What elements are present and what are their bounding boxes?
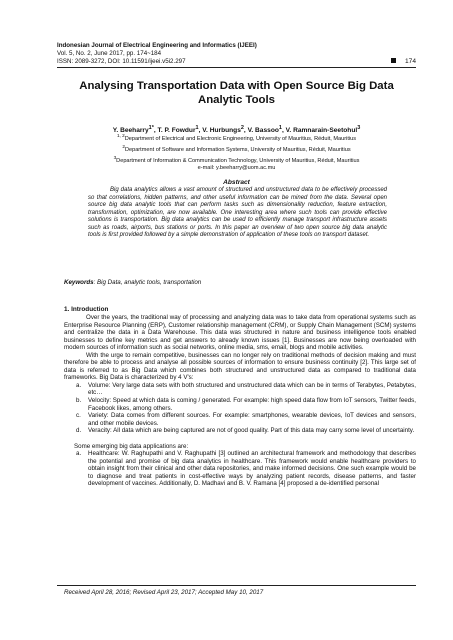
paper-title: Analysing Transportation Data with Open Source Big Data Analytic Tools (79, 80, 394, 106)
square-bullet-icon (391, 58, 396, 63)
received-dates: Received April 28, 2016; Revised April 23, 2017; Accepted May 10, 2017 (64, 589, 264, 596)
list-text: Variety: Data comes from different sources. For example: smartphones, wearable devices, IoT devices and sensors, and other mobile devices. (88, 412, 416, 427)
list-text: Veracity: All data which are being captured are not of good quality. Part of this data may carry some level of uncertainty. (88, 427, 415, 435)
body-text (64, 306, 416, 488)
affiliation-superscript: 3 (113, 154, 117, 160)
footer-divider (57, 585, 416, 586)
abstract-heading: Abstract (223, 179, 250, 186)
author-name: V. Ramnarain-Seetohul (285, 127, 358, 135)
list-text: Velocity: Speed at which data is coming / generated. For example: high speed data flow from IoT sensors, Twitter feeds, Facebook likes, among others. (88, 397, 416, 412)
affiliation-text: Department of Electrical and Electronic Engineering, University of Mauritius, Réduit, Mauritius (124, 135, 357, 142)
author-superscript: 1 (195, 125, 199, 131)
affiliation-text: Department of Information & Communication Technology, University of Mauritius, Réduit, Mauritius (116, 157, 360, 164)
affiliation-superscript: 2 (122, 143, 125, 149)
list-item (64, 450, 416, 488)
author-name: V. Hurbungs (202, 127, 241, 135)
page-number-value: 174 (404, 58, 416, 65)
author-superscript: 3 (357, 125, 361, 131)
journal-issn: ISSN: 2089-3272, DOI: 10.11591/ijeei.v5i2.297 (57, 58, 186, 65)
list-label: a. (76, 450, 82, 458)
applications-list (64, 450, 416, 488)
author-name: T. P. Fowdur (157, 127, 196, 135)
list-label: b. (76, 397, 82, 405)
paragraph: Over the years, the traditional way of processing and analyzing data was to take data from operational systems such as Enterprise Resource Planning (ERP), Customer relationship management (CRM), or Supply Chain Management (SCM) systems and centralize the data in a Data Warehouse. This data was structured in nature and business intelligence tools enabled businesses to define key metrics and get answers to already known issues [1]. Businesses are now being overloaded with modern sources of information such as social networks, online media, sms, email, blogs and mobile activities. (64, 314, 416, 352)
list-label: c. (76, 412, 81, 420)
abstract-text: Big data analytics allows a vast amount of structured and unstructured data to be effectively processed so that correlations, hidden patterns, and other useful information can be mined from the data. Several open source big data analytic tools that can perform tasks such as dimensionality reduction, feature extraction, transformation, optimization, are now available. One interesting area where such tools can provide effective solutions is transportation. Big data analytics can be used to efficiently manage transport infrastructure assets such as roads, airports, bus stations or ports. In this paper an overview of two open source big data analytic tools is first provided followed by a simple demonstration of application of these tools on transport dataset. (88, 187, 387, 239)
page-number (391, 58, 416, 66)
author-name: V. Bassoo (247, 127, 279, 135)
author-superscript: 1 (278, 125, 282, 131)
journal-name: Indonesian Journal of Electrical Engineering and Informatics (IJEEI) (57, 42, 257, 49)
list-label: d. (76, 427, 82, 435)
list-text: Healthcare: W. Raghupathi and V. Raghupathi [3] outlined an architectural framework and methodology that describes the potential and promise of big data analytics in healthcare. This framework would enable healthcare providers to obtain insight from their clinical and other data repositories, and make informed decisions. One such example would be to diagnose and treat patients in cost-effective ways by analyzing patient records, disease patterns, and faster development of vaccines. Additionally, D. Madhavi and B. V. Ramana [4] proposed a de-identified personal (88, 450, 416, 488)
affiliation-list (57, 132, 416, 165)
keywords (64, 279, 416, 287)
keywords-text: : Big Data, analytic tools, transportation (93, 279, 202, 286)
journal-volume: Vol. 5, No. 2, June 2017, pp. 174~184 (57, 50, 162, 57)
list-text: Volume: Very large data sets with both structured and unstructured data which can be in terms of Terabytes, Petabytes, etc… (88, 381, 416, 397)
journal-header (57, 42, 417, 66)
applications-lead: Some emerging big data applications are: (74, 442, 189, 450)
author-list: Y. Beeharry$^{1*}$, T. P. Fowdur$^1$, V. Hurbungs$^2$, V. Bassoo$^1$, V. Ramnarain-Seetohul$^3$ (112, 125, 361, 135)
list-label: a. (76, 381, 82, 389)
list-item (64, 382, 416, 397)
section-heading: 1. Introduction (64, 306, 109, 313)
header-divider (57, 67, 416, 68)
list-item (64, 397, 416, 412)
v-characteristics-list (64, 382, 416, 435)
affiliation-superscript: 1, 2 (116, 133, 125, 138)
affiliations (57, 132, 416, 172)
author-superscript: 2 (240, 125, 244, 131)
affiliation-line (57, 132, 416, 143)
contact-email: e-mail: y.beeharry@uom.ac.mu (197, 164, 276, 171)
list-item (64, 427, 416, 435)
affiliation-line (57, 143, 416, 154)
author-name: Y. Beeharry (112, 127, 149, 135)
keywords-label: Keywords (64, 279, 94, 286)
paragraph: With the urge to remain competitive, businesses can no longer rely on traditional methods of decision making and must therefore be able to process and analyse all possible sources of information to ensure business continuity [2]. This large set of data is referred to as Big Data which combines both structured and unstructured data as compared to traditional data frameworks. Big Data is characterized by 4 V's: (64, 351, 416, 382)
affiliation-line (57, 154, 416, 165)
author-superscript: 1* (148, 125, 154, 131)
list-item (64, 412, 416, 427)
affiliation-text: Department of Software and Information Systems, University of Mauritius, Réduit, Mauritius (124, 146, 351, 153)
